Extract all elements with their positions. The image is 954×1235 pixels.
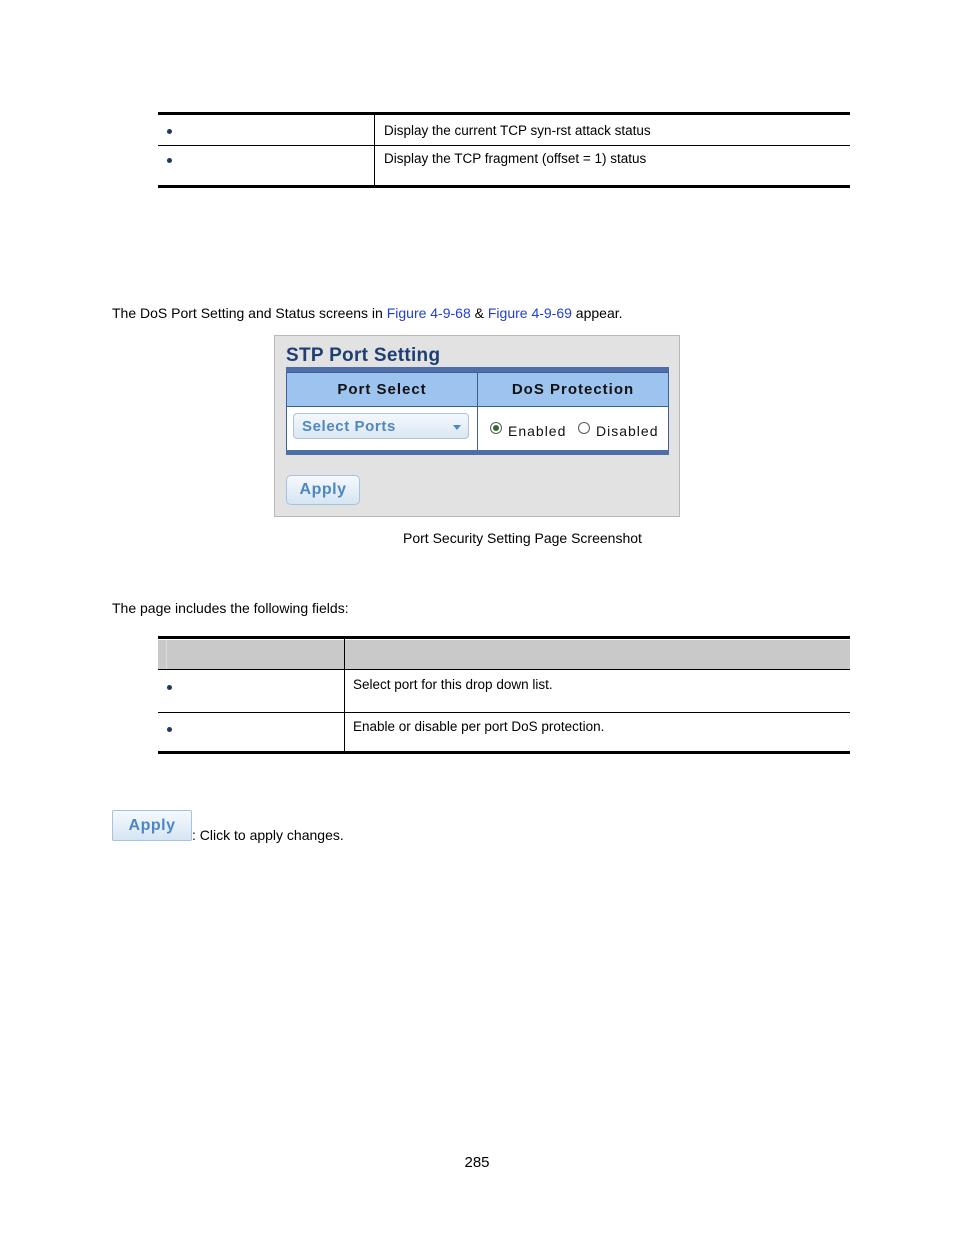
intro-ampersand: & [470, 305, 488, 321]
port-setting-grid [286, 372, 669, 452]
apply-note-text: : Click to apply changes. [192, 827, 344, 843]
table-header-row [158, 640, 850, 669]
panel-bottom-bar [286, 450, 669, 455]
row-description: Display the current TCP syn-rst attack status [384, 123, 651, 138]
table-bottom-rule [158, 185, 850, 188]
row-description: Select port for this drop down list. [353, 677, 553, 692]
radio-disabled[interactable] [578, 422, 590, 434]
radio-enabled-label: Enabled [508, 423, 567, 439]
bullet-icon [167, 158, 172, 163]
fields-intro: The page includes the following fields: [112, 600, 349, 616]
apply-button[interactable]: Apply [286, 475, 360, 505]
intro-text: The DoS Port Setting and Status screens in [112, 305, 387, 321]
dos-port-setting-screenshot [274, 335, 680, 517]
cell-divider [477, 407, 478, 451]
apply-note-button[interactable]: Apply [112, 810, 192, 841]
intro-paragraph [112, 305, 623, 321]
bullet-icon [167, 129, 172, 134]
table-row [158, 713, 850, 751]
table-bottom-rule [158, 751, 850, 754]
select-ports-value: Select Ports [302, 418, 396, 435]
fields-table [158, 636, 850, 754]
col-header-port-select: Port Select [287, 373, 478, 406]
chevron-down-icon [453, 425, 461, 430]
bullet-icon [167, 727, 172, 732]
table-row [158, 670, 850, 712]
col-header-dos-protection: DoS Protection [478, 373, 668, 406]
figure-caption: Port Security Setting Page Screenshot [403, 530, 642, 546]
select-ports-dropdown[interactable] [293, 413, 469, 439]
page-number: 285 [464, 1154, 490, 1171]
row-description: Enable or disable per port DoS protection. [353, 719, 605, 734]
panel-title: STP Port Setting [286, 345, 441, 366]
table-top-rule [158, 636, 850, 639]
bullet-icon [167, 685, 172, 690]
figure-link-69[interactable]: Figure 4-9-69 [487, 305, 572, 321]
header-separator [166, 640, 167, 669]
radio-enabled[interactable] [490, 422, 502, 434]
attack-status-table [158, 112, 850, 188]
table-row [158, 115, 850, 145]
radio-selected-dot [493, 425, 499, 431]
intro-text-end: appear. [571, 305, 623, 321]
radio-disabled-label: Disabled [596, 423, 659, 439]
table-row [158, 146, 850, 185]
figure-link-68[interactable]: Figure 4-9-68 [386, 305, 471, 321]
row-description: Display the TCP fragment (offset = 1) status [384, 151, 647, 166]
